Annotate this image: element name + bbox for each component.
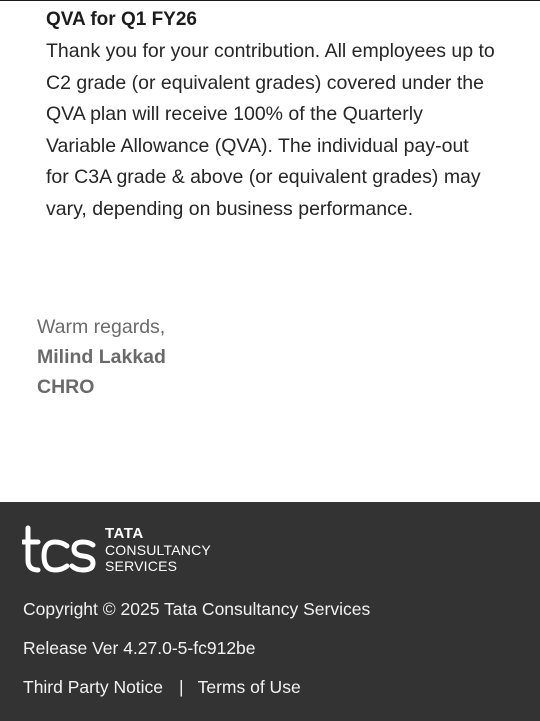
signoff-name: Milind Lakkad xyxy=(37,346,166,368)
copyright-text: Copyright © 2025 Tata Consultancy Services xyxy=(23,599,371,619)
logo-line-consultancy: CONSULTANCY xyxy=(105,542,211,558)
signoff-role: CHRO xyxy=(37,376,95,398)
signoff-regards: Warm regards, xyxy=(37,316,166,338)
footer-links xyxy=(23,676,301,698)
footer-link-separator: | xyxy=(179,677,184,697)
tcs-logo-mark xyxy=(22,524,98,576)
tcs-logo-wordmark xyxy=(105,526,225,574)
tcs-logo xyxy=(22,524,222,576)
logo-line-services: SERVICES xyxy=(105,558,178,574)
logo-line-tata: TATA xyxy=(105,525,144,542)
footer xyxy=(0,502,540,721)
terms-of-use-link[interactable]: Terms of Use xyxy=(197,677,301,697)
signoff xyxy=(37,312,437,402)
message-content xyxy=(46,7,496,225)
release-version: Release Ver 4.27.0-5-fc912be xyxy=(23,638,256,658)
message-heading: QVA for Q1 FY26 xyxy=(46,9,197,30)
top-divider xyxy=(0,0,540,1)
message-body: Thank you for your contribution. All employees up to C2 grade (or equivalent grades) covered under the QVA plan will receive 100% of the Quarterly Variable Allowance (QVA). The individual pay-out for C3A grade & above (or equivalent grades) may vary, depending on business performance. xyxy=(46,40,495,220)
third-party-notice-link[interactable]: Third Party Notice xyxy=(23,677,164,697)
